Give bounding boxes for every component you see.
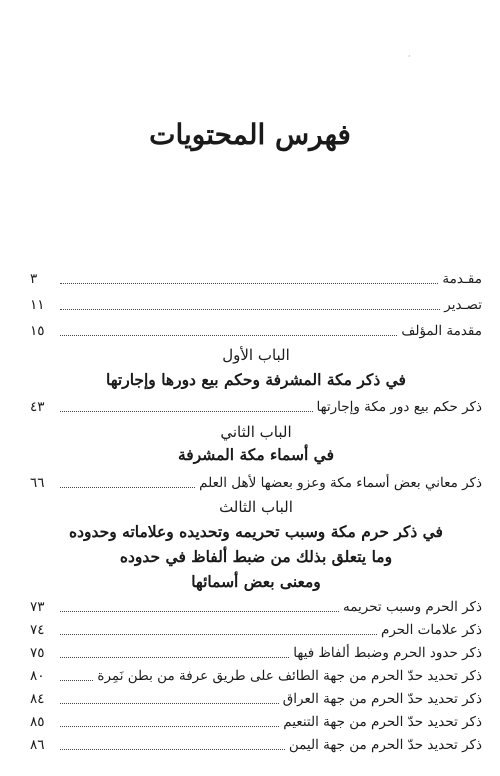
leader-dots — [60, 411, 313, 412]
toc-entry[interactable] — [30, 732, 482, 754]
entry-label: ذكر تحديد حدّ الحرم من جهة اليمن — [288, 737, 482, 753]
entry-page: ٧٣ — [30, 599, 45, 615]
toc-entry[interactable] — [30, 266, 482, 288]
entry-page: ٤٣ — [30, 399, 45, 415]
entry-label: تصـدير — [444, 297, 482, 313]
leader-dots — [60, 487, 195, 488]
leader-dots — [60, 657, 289, 658]
entry-page: ٨٤ — [30, 691, 45, 707]
entry-page: ٣ — [30, 271, 38, 287]
entry-label: مقدمة المؤلف — [401, 323, 482, 339]
toc-entry[interactable] — [30, 617, 482, 639]
leader-dots — [60, 749, 285, 750]
toc-entry[interactable] — [30, 709, 482, 731]
entry-label: ذكر تحديد حدّ الحرم من جهة التنعيم — [283, 714, 482, 730]
toc-entry[interactable] — [30, 292, 482, 314]
toc-entry[interactable] — [30, 686, 482, 708]
entry-label: ذكر حدود الحرم وضبط ألفاظ فيها — [293, 645, 482, 661]
chapter-3-subtitle-line: ومعنى بعض أسمائها — [191, 572, 321, 591]
entry-page: ٨٦ — [30, 737, 45, 753]
chapter-3-name: الباب الثالث — [219, 498, 293, 516]
toc-entry[interactable] — [30, 318, 482, 340]
page-mark: · — [408, 52, 411, 61]
chapter-3-subtitle-line: وما يتعلق بذلك من ضبط ألفاظ في حدوده — [119, 547, 393, 566]
leader-dots — [60, 283, 438, 284]
toc-entry[interactable] — [30, 663, 482, 685]
toc-entry[interactable] — [30, 394, 482, 416]
entry-label: ذكر علامات الحرم — [380, 622, 482, 638]
entry-label: ذكر تحديد حدّ الحرم من جهة العراق — [282, 691, 482, 707]
leader-dots — [60, 335, 397, 336]
entry-label: ذكر الحرم وسبب تحريمه — [342, 599, 482, 615]
leader-dots — [60, 634, 377, 635]
leader-dots — [60, 680, 93, 681]
toc-entry[interactable] — [30, 470, 482, 492]
leader-dots — [60, 611, 339, 612]
chapter-3-subtitle-line: في ذكر حرم مكة وسبب تحريمه وتحديده وعلاماته وحدوده — [69, 522, 443, 541]
entry-page: ٧٥ — [30, 645, 45, 661]
entry-page: ٦٦ — [30, 475, 45, 491]
entry-label: ذكر تحديد حدّ الحرم من جهة الطائف على طريق عرفة من بطن نَمِرة — [97, 668, 482, 684]
chapter-2-subtitle: في أسماء مكة المشرفة — [177, 445, 335, 464]
entry-page: ١١ — [30, 297, 45, 313]
entry-label: ذكر حكم بيع دور مكة وإجارتها — [316, 399, 482, 415]
entry-page: ٨٥ — [30, 714, 45, 730]
leader-dots — [60, 703, 279, 704]
leader-dots — [60, 309, 440, 310]
entry-page: ٨٠ — [30, 668, 45, 684]
entry-page: ١٥ — [30, 323, 45, 339]
entry-label: مقـدمة — [442, 271, 482, 287]
entry-page: ٧٤ — [30, 622, 45, 638]
chapter-2-name: الباب الثاني — [220, 423, 292, 441]
toc-entry[interactable] — [30, 640, 482, 662]
leader-dots — [60, 726, 279, 727]
chapter-1-name: الباب الأول — [222, 346, 290, 364]
toc-entry[interactable] — [30, 594, 482, 616]
chapter-1-subtitle: في ذكر مكة المشرفة وحكم بيع دورها وإجارتها — [106, 370, 406, 389]
entry-label: ذكر معاني بعض أسماء مكة وعزو بعضها لأهل العلم — [199, 475, 482, 491]
page-title: فهرس المحتويات — [149, 118, 351, 151]
